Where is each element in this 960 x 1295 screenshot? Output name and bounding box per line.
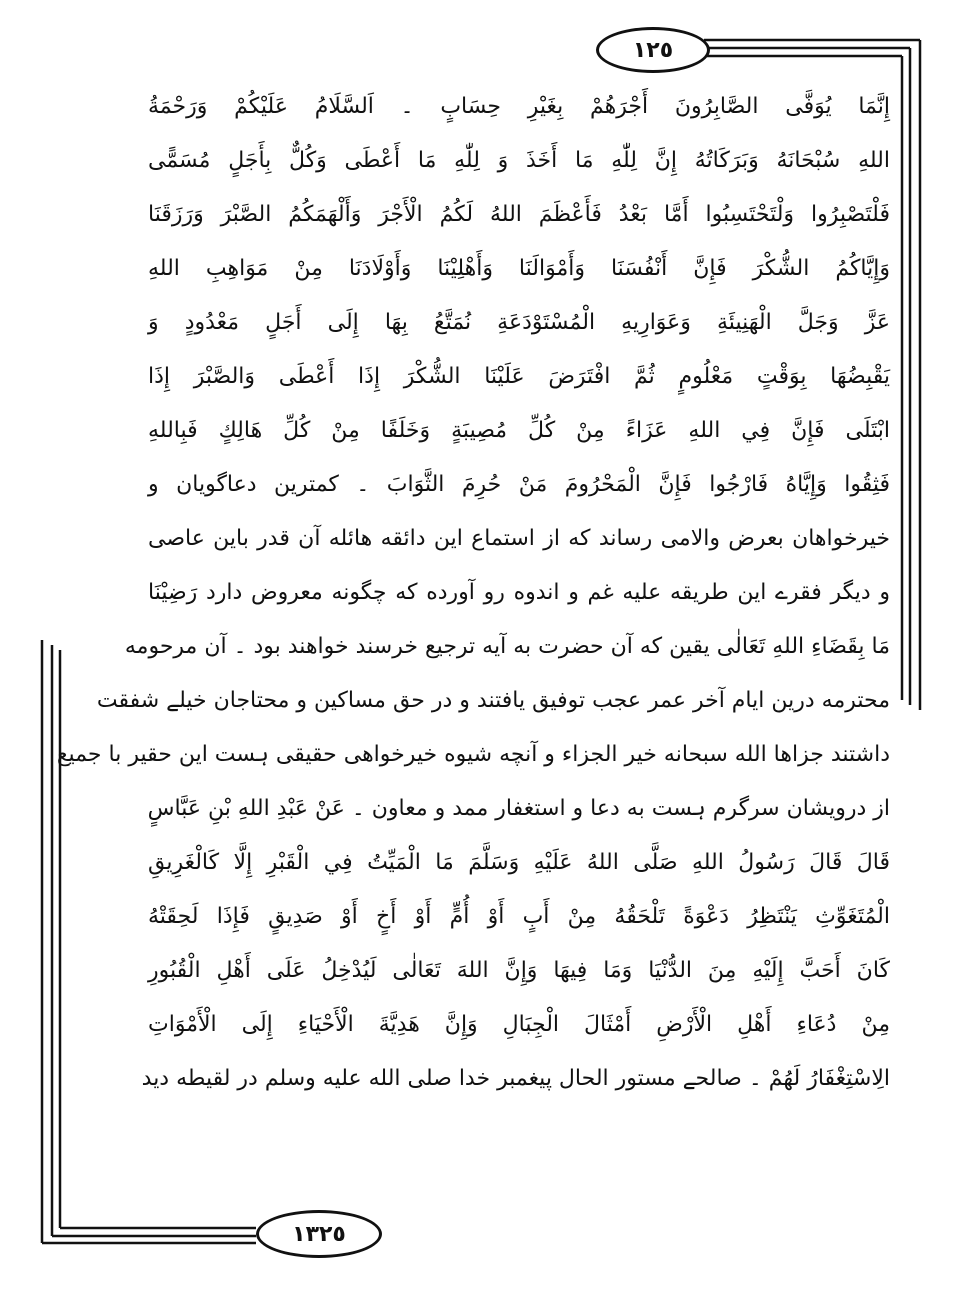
text-line: يَقْبِضُهَا بِوَقْتٍ مَعْلُومٍ ثُمَّ افْتَرَضَ عَلَيْنَا الشُّكْرَ إِذَا أَعْطَى وَالصَّبْرَ إِذَا [148,364,890,389]
text-line: خیرخواهان بعرض والامی رساند که از استماع این دائقه هائله آن قدر باین عاصی [148,526,890,551]
text-line: قَالَ قَالَ رَسُولُ اللهِ صَلَّى اللهُ عَلَيْهِ وَسَلَّمَ مَا الْمَيِّتُ فِي الْقَبْرِ إِلَّا كَالْغَرِيقِ [148,850,890,875]
text-line: داشتند جزاها الله سبحانه خیر الجزاء و آنچه شیوه خیرخواهی حقیقی ہست این حقیر با جمیع [56,742,890,767]
text-line: مَا بِقَضَاءِ اللهِ تَعَالٰى یقین که آن حضرت به آیه ترجیع خرسند خواهند بود ۔ آن مرحومه [124,634,890,659]
body-text [56,80,890,1106]
text-line: محترمه درین ایام آخر عمر عجب توفیق یافتند و در حق مساکین و محتاجان خیلے شفقت [96,688,890,713]
text-line: الْمُتَغَوِّثِ يَنْتَظِرُ دَعْوَةً تَلْحَقُهُ مِنْ أَبٍ أَوْ أُمٍّ أَوْ أَخٍ أَوْ صَدِيقٍ فَإِذَا لَحِقَتْهُ [148,904,890,929]
text-line: عَزَّ وَجَلَّ الْهَنِيئَةِ وَعَوَارِيهِ الْمُسْتَوْدَعَةِ نُمَتَّعُ بِهَا إِلَى أَجَلٍ مَعْدُودٍ وَ [148,310,890,335]
text-line: مِنْ دُعَاءِ أَهْلِ الْأَرْضِ أَمْثَالَ الْجِبَالِ وَإِنَّ هَدِيَّةَ الْأَحْيَاءِ إِلَى الْأَمْوَاتِ [148,1012,890,1037]
text-line: ابْتَلَى فَإِنَّ فِي اللهِ عَزَاءً مِنْ كُلِّ مُصِيبَةٍ وَخَلَفًا مِنْ كُلِّ هَالِكٍ فَبِاللهِ [148,418,890,443]
text-line: الِاسْتِغْفَارُ لَهُمْ ۔ صالحے مستور الحال پیغمبر خدا صلی الله علیه وسلم در لقیطه دید [141,1066,890,1091]
text-line: از درویشان سرگرم ہست به دعا و استغفار ممد و معاون ۔ عَنْ عَبْدِ اللهِ بْنِ عَبَّاسٍ [147,796,890,821]
text-line: فَثِقُوا وَإِيَّاهُ فَارْجُوا فَإِنَّ الْمَحْرُومَ مَنْ حُرِمَ الثَّوَابَ ۔ کمترین دعاگویان و [148,472,890,497]
text-line: وَإِيَّاكُمُ الشُّكْرَ فَإِنَّ أَنْفُسَنَا وَأَمْوَالَنَا وَأَهْلِيْنَا وَأَوْلَادَنَا مِنْ مَوَاهِبِ اللهِ [148,256,890,281]
text-line: فَلْتَصْبِرُوا وَلْتَحْتَسِبُوا أَمَّا بَعْدُ فَأَعْظَمَ اللهُ لَكُمُ الْأَجْرَ وَأَلْهَمَكُمُ الصَّبْرَ وَرَزَقَنَا [148,202,890,227]
top-page-number: ١٢٥ [596,27,710,73]
text-line: اللهِ سُبْحَانَهُ وَبَرَكَاتُهُ إِنَّ لِلّٰهِ مَا أَخَذَ وَ لِلّٰهِ مَا أَعْطَى وَكُلٌّ بِأَجَلٍ مُسَمًّى [148,148,890,173]
bottom-page-number: ١٣٢٥ [256,1210,382,1258]
text-line: إِنَّمَا يُوَفَّى الصَّابِرُونَ أَجْرَهُمْ بِغَيْرِ حِسَابٍ ۔ اَلسَّلَامُ عَلَيْكُمْ وَرَحْمَةُ [148,94,890,119]
text-line: كَانَ أَحَبَّ إِلَيْهِ مِنَ الدُّنْيَا وَمَا فِيهَا وَإِنَّ اللهَ تَعَالٰى لَيُدْخِلُ عَلَى أَهْلِ الْقُبُورِ [148,958,890,983]
text-line: و دیگر فقرے این طریقه علیه غم و اندوه رو آورده که چگونه معروض دارد رَضِيْنَا [148,580,890,605]
